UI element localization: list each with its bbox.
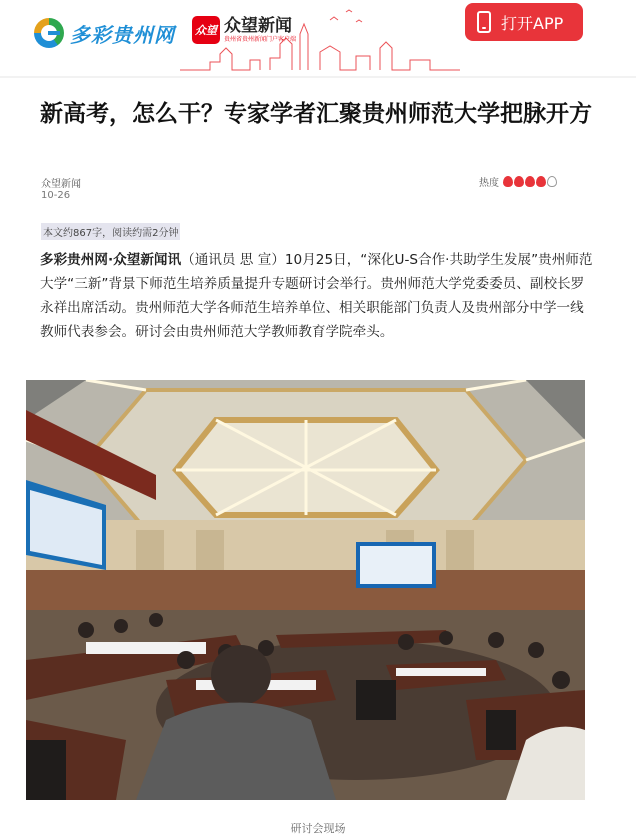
- flame-icon: [514, 176, 524, 187]
- photo-caption: 研讨会现场: [290, 822, 346, 835]
- meeting-room-photo[interactable]: [26, 380, 585, 800]
- article-source: 众望新闻: [41, 179, 81, 190]
- brand-slogan: 贵州省贵州新闻门户客户端: [224, 35, 297, 43]
- top-bar: [0, 0, 636, 78]
- phone-icon: [477, 11, 491, 33]
- flame-icon: [536, 176, 546, 187]
- open-app-label: 打开APP: [501, 13, 564, 33]
- flame-icon: [525, 176, 535, 187]
- brand-name: 众望新闻: [224, 15, 292, 36]
- heat-flames: [503, 176, 557, 187]
- open-app-button[interactable]: [465, 3, 583, 41]
- flame-icon: [547, 176, 557, 187]
- article-paragraph: （通讯员 思 宣）10月25日，“深化U-S合作·共助学生发展”贵州师范大学“三新”背景下师范生培养质量提升专题研讨会举行。贵州师范大学党委委员、副校长罗永祥出席活动。贵州师范大学各师范生培养单位、相关职能部门负责人及贵州部分中学一线教师代表参会。研讨会由贵州师范大学教师教育学院牵头。: [40, 252, 593, 340]
- article-date: 10-26: [41, 190, 71, 201]
- g-logo-icon: [34, 18, 64, 48]
- flame-icon: [503, 176, 513, 187]
- read-info: 本文约867字，阅读约需2分钟: [41, 223, 180, 240]
- logo-text: 多彩贵州网: [70, 22, 175, 47]
- heat-rating: [479, 174, 557, 189]
- article-body: [40, 248, 596, 344]
- article-title: 新高考，怎么干？专家学者汇聚贵州师范大学把脉开方: [40, 101, 592, 127]
- meeting-room-illustration: [26, 380, 585, 800]
- duocai-guizhou-logo[interactable]: [34, 18, 175, 48]
- header-divider: [0, 76, 636, 78]
- zhongwang-logo-icon: 众望: [192, 16, 220, 44]
- zhongwang-news-logo[interactable]: [192, 16, 296, 44]
- article-lead: 多彩贵州网·众望新闻讯: [40, 252, 182, 268]
- heat-label: 热度: [479, 178, 499, 189]
